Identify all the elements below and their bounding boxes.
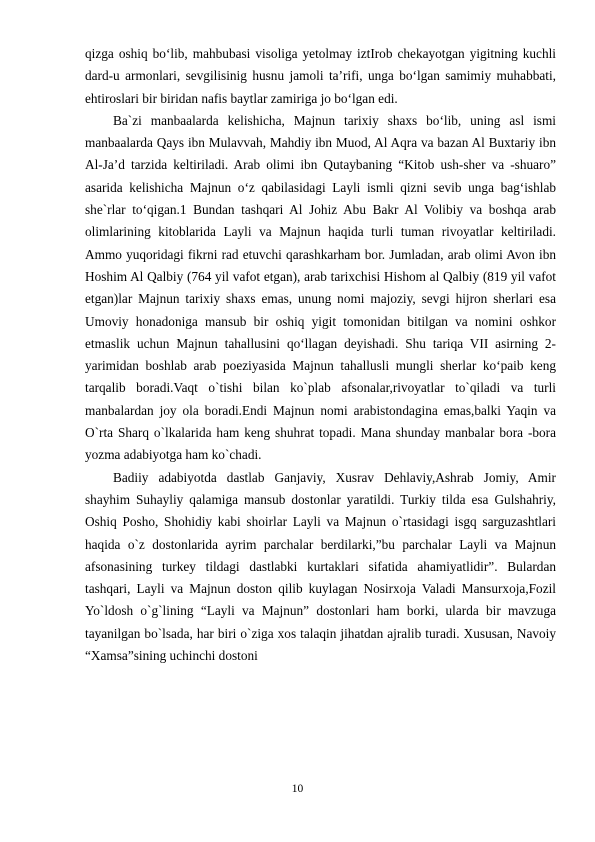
body-text [85,43,556,667]
paragraph-literary-dostons: Badiiy adabiyotda dastlab Ganjaviy, Xusrav Dehlaviy,Ashrab Jomiy, Amir shayhim Suhayliy qalamiga mansub dostonlar yaratildi. Turkiy tilda esa Gulshahriy, Oshiq Posho, Shohidiy kabi shoirlar Layli va Majnun o`rtasidagi isgq sarguzashtlari haqida o`z dostonlarida ayrim parchalar berdilarki,”bu parchalar Layli va Majnun afsonasining turkey tildagi dastlabki kurtaklari sifatida ahamiyatlidir”. Bulardan tashqari, Layli va Majnun doston qilib kuylagan Nosirxoja Valadi Mansurxoja,Fozil Yo`ldosh o`g`lining “Layli va Majnun” dostonlari ham borki, ularda bir mavzuga tayanilgan bo`lsada, har biri o`ziga xos talaqin jihatdan ajralib turadi. Xususan, Navoiy “Xamsa”sining uchinchi dostoni [85,469,556,664]
page-number: 10 [291,783,304,795]
paragraph-continuation: qizga oshiq bo‘lib, mahbubasi visoliga yetolmay iztIrob chekayotgan yigitning kuchli dard-u armonlari, sevgilisinig husnu jamoli ta’rifi, unga bo‘lgan samimiy muhabbati, ehtiroslari bir biridan nafis baytlar zamiriga jo bo‘lgan edi. [85,46,556,106]
paragraph-majnun-origins: Ba`zi manbaalarda kelishicha, Majnun tarixiy shaxs bo‘lib, uning asl ismi manbaalarda Qays ibn Mulavvah, Mahdiy ibn Muod, Al Aqra va bazan Al Buxtariy ibn Al-Ja’d tarzida keltiriladi. Arab olimi ibn Qutaybaning “Kitob ush-sher va -shuaro” asarida kelishicha Majnun o‘z qabilasidagi Layli ismli qizni sevib unga bag‘ishlab she`rlar to‘qigan.1 Bundan tashqari Al Johiz Abu Bakr Al Volibiy va boshqa arab olimlarining kitoblarida Layli va Majnun haqida turli tuman rivoyatlar keltiriladi. Ammo yuqoridagi fikrni rad etuvchi qarashkarham bor. Jumladan, arab olimi Avon ibn Hoshim Al Qalbiy (764 yil vafot etgan), arab tarixchisi Hishom al Qalbiy (819 yil vafot etgan)lar Majnun tarixiy shaxs emas, unung nomi majoziy, sevgi hijron sherlari esa Umoviy honadoniga mansub bir oshiq yigit tomonidan bitilgan va nomini oshkor etmaslik uchun Majnun tahallusini qo‘llagan deyishadi. Shu tariqa VII asirning 2-yarimidan boshlab arab poeziyasida Majnun tahallusli mungli sherlar ko‘paib keng tarqalib boradi.Vaqt o`tishi bilan ko`plab afsonalar,rivoyatlar to`qiladi va turli manbalardan joy ola boradi.Endi Majnun nomi arabistondagina emas,balki Yaqin va O`rta Sharq o`lkalarida ham keng shuhrat topadi. Mana shunday manbalar bora -bora yozma adabiyotga ham ko`chadi. [85,112,556,463]
